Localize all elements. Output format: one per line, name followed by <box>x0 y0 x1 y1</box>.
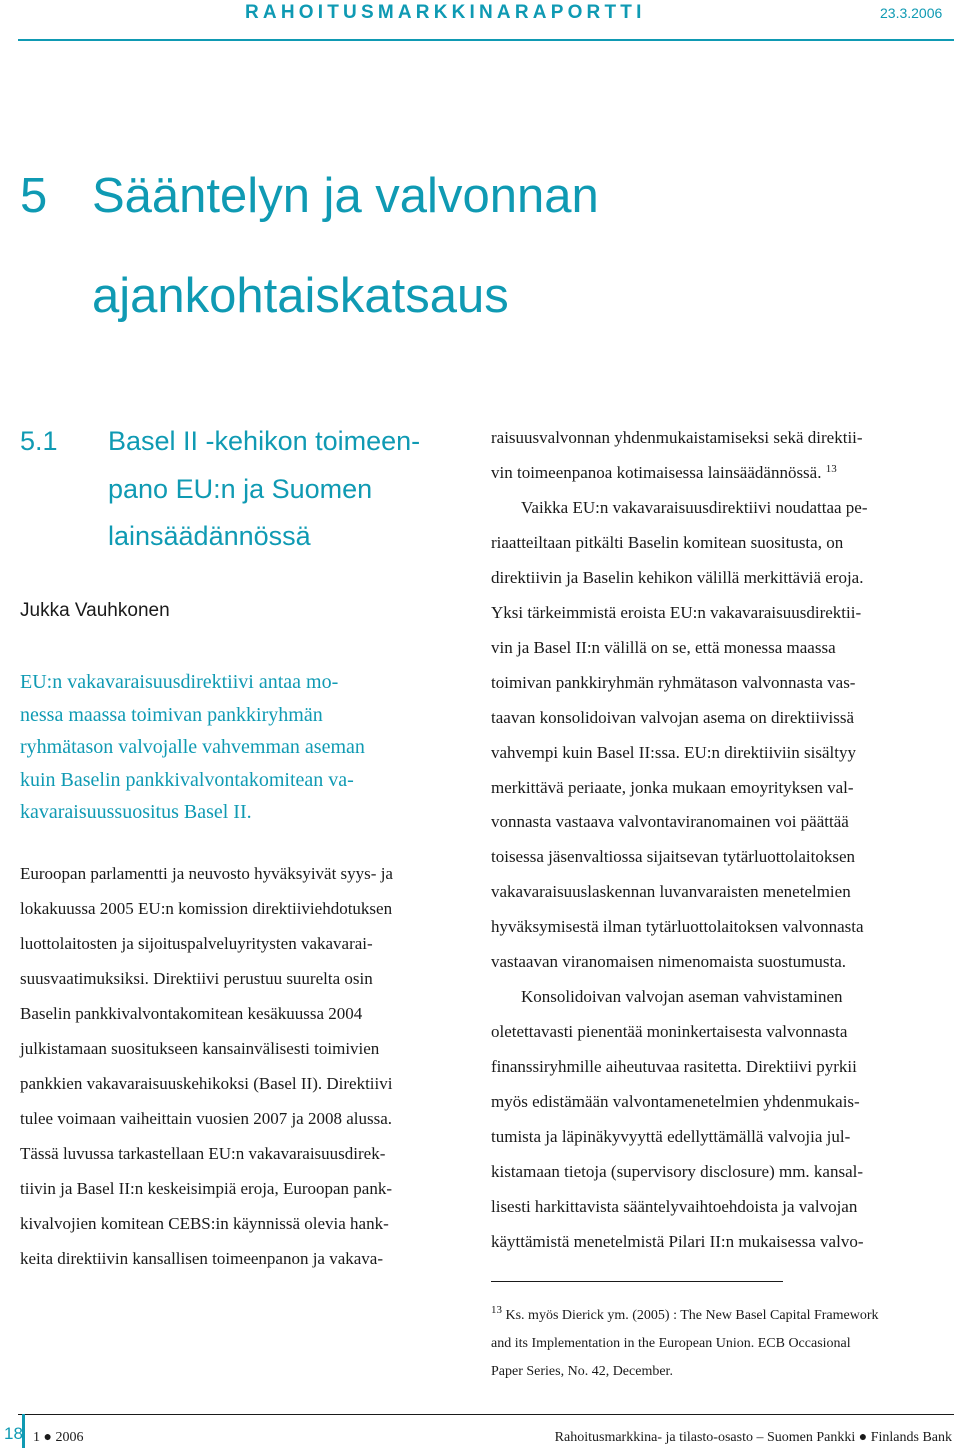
author-name: Jukka Vauhkonen <box>20 600 170 621</box>
lead-paragraph <box>20 666 472 829</box>
issue-number: 1 <box>33 1430 40 1445</box>
body-line: vonnasta vastaava valvontaviranomainen voi päättää <box>491 812 849 832</box>
body-line-with-footnote <box>491 456 941 491</box>
body-line: lisesti harkittavista sääntelyvaihtoehdoista ja valvojan <box>491 1196 858 1216</box>
footnote-line: Paper Series, No. 42, December. <box>491 1364 673 1379</box>
footnote-line <box>491 1302 879 1330</box>
body-line: toisessa jäsenvaltiossa sijaitsevan tytärluottolaitoksen <box>491 847 856 867</box>
bullet-icon: ● <box>43 1430 52 1445</box>
lead-line: ryhmätason valvojalle vahvemman aseman <box>20 736 365 759</box>
body-line: myös edistämään valvontamenetelmien yhdenmukais- <box>491 1092 860 1112</box>
body-line: hyväksymisestä ilman tytärluottolaitoksen valvonnasta <box>491 917 864 937</box>
body-line: Baselin pankkivalvontakomitean kesäkuussa 2004 <box>20 1004 363 1023</box>
footnote <box>491 1302 879 1386</box>
chapter-number: 5 <box>20 169 48 223</box>
body-column-right <box>491 421 941 1260</box>
body-line: lokakuussa 2005 EU:n komission direktiiviehdotuksen <box>20 899 393 918</box>
body-line: vastaavan viranomaisen nimenomaista suostumusta. <box>491 952 847 972</box>
body-line: kivalvojien komitean CEBS:in käynnissä olevia hank- <box>20 1214 389 1233</box>
lead-line: kuin Baselin pankkivalvontakomitean va- <box>20 768 354 791</box>
bank-name-fi: Suomen Pankki <box>766 1430 856 1445</box>
body-line: vakavaraisuuslaskennan luvanvaraisten menetelmien <box>491 882 851 902</box>
footer-rule <box>18 1414 954 1415</box>
body-line: vahvempi kuin Basel II:ssa. EU:n direktiiviin sisältyy <box>491 742 856 762</box>
running-header-date: 23.3.2006 <box>880 5 943 21</box>
section-number: 5.1 <box>20 426 58 456</box>
paragraph-first-line: Konsolidoivan valvojan aseman vahvistaminen <box>521 987 843 1007</box>
paragraph-first-line: Vaikka EU:n vakavaraisuusdirektiivi noudattaa pe- <box>521 497 868 517</box>
lead-line: kavaraisuussuositus Basel II. <box>20 801 252 824</box>
body-line: merkittävä periaate, jonka mukaan emoyrityksen val- <box>491 777 854 797</box>
body-line: luottolaitosten ja sijoituspalveluyritysten vakavarai- <box>20 934 373 953</box>
section-title-line-3: lainsäädännössä <box>108 521 311 551</box>
issue-year: 2006 <box>55 1430 84 1445</box>
body-line: suusvaatimuksiksi. Direktiivi perustuu suurelta osin <box>20 969 373 988</box>
body-line: pankkien vakavaraisuuskehikoksi (Basel II). Direktiivi <box>20 1074 393 1093</box>
body-column-left <box>20 856 475 1276</box>
body-text: vin toimeenpanoa kotimaisessa lainsäädännössä. <box>491 462 822 482</box>
body-line: taavan konsolidoivan valvojan asema on direktiivissä <box>491 707 855 727</box>
body-line: tumista ja läpinäkyvyyttä edellyttämällä valvojia jul- <box>491 1127 851 1147</box>
body-line: kistamaan tietoja (supervisory disclosure) mm. kansal- <box>491 1162 864 1182</box>
footnote-text: Ks. myös Dierick ym. (2005) : The New Basel Capital Framework <box>505 1308 879 1323</box>
chapter-title-line-2: ajankohtaiskatsaus <box>92 269 509 323</box>
body-line: riaatteiltaan pitkälti Baselin komitean suositusta, on <box>491 532 844 552</box>
header-rule <box>18 39 954 41</box>
section-title-line-2: pano EU:n ja Suomen <box>108 474 373 504</box>
body-line: keita direktiivin kansallisen toimeenpanon ja vakava- <box>20 1249 384 1268</box>
footnote-line: and its Implementation in the European Union. ECB Occasional <box>491 1336 851 1351</box>
footnote-rule <box>491 1281 783 1282</box>
body-line: tiivin ja Basel II:n keskeisimpiä eroja, Euroopan pank- <box>20 1179 393 1198</box>
bullet-icon: ● <box>858 1430 868 1445</box>
section-title-line-1: Basel II -kehikon toimeen- <box>108 426 421 456</box>
footnote-reference: 13 <box>825 462 837 475</box>
body-line: toimivan pankkiryhmän ryhmätason valvonnasta vas- <box>491 672 856 692</box>
body-line: finanssiryhmille aiheutuvaa rasitetta. Direktiivi pyrkii <box>491 1057 857 1077</box>
body-line: Tässä luvussa tarkastellaan EU:n vakavaraisuusdirek- <box>20 1144 386 1163</box>
body-line: oletettavasti pienentää moninkertaisesta valvonnasta <box>491 1022 848 1042</box>
body-line: Yksi tärkeimmistä eroista EU:n vakavaraisuusdirektii- <box>491 602 862 622</box>
body-line: tulee voimaan vaiheittain vuosien 2007 ja 2008 alussa. <box>20 1109 393 1128</box>
body-line: raisuusvalvonnan yhdenmukaistamiseksi sekä direktii- <box>491 428 863 447</box>
body-line: julkistamaan suositukseen kansainvälisesti toimivien <box>20 1039 380 1058</box>
chapter-title-line-1: Sääntelyn ja valvonnan <box>92 169 599 223</box>
lead-line: EU:n vakavaraisuusdirektiivi antaa mo- <box>20 671 339 693</box>
body-line: direktiivin ja Baselin kehikon välillä merkittäviä eroja. <box>491 567 864 587</box>
running-header-title: RAHOITUSMARKKINARAPORTTI <box>245 2 646 23</box>
bank-name-sv: Finlands Bank <box>870 1430 952 1445</box>
lead-line: nessa maassa toimivan pankkiryhmän <box>20 703 323 726</box>
footnote-number: 13 <box>491 1304 502 1316</box>
page-number: 18 <box>4 1424 23 1443</box>
body-line: käyttämistä menetelmistä Pilari II:n mukaisessa valvo- <box>491 1231 864 1251</box>
publisher-line: Rahoitusmarkkina- ja tilasto-osasto – Suomen Pankki ● Finlands Bank <box>554 1430 952 1445</box>
body-line: vin ja Basel II:n välillä on se, että monessa maassa <box>491 637 836 657</box>
issue-label <box>33 1430 83 1446</box>
department-name: Rahoitusmarkkina- ja tilasto-osasto <box>554 1430 753 1445</box>
body-line: Euroopan parlamentti ja neuvosto hyväksyivät syys- ja <box>20 864 393 883</box>
